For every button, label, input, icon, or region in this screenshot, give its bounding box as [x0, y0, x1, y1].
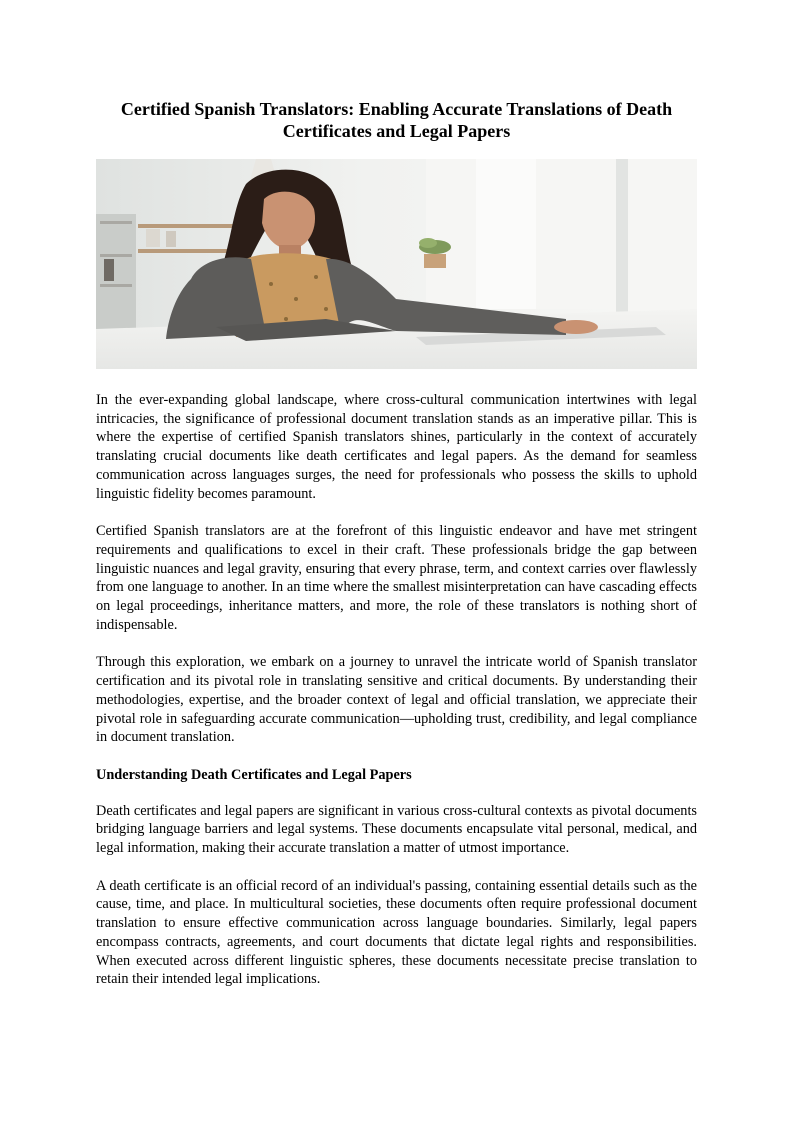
document-page	[96, 0, 697, 1008]
hero-image	[96, 159, 697, 369]
section-paragraph-2: A death certificate is an official record of an individual's passing, containing essential details such as the cause, time, and place. In multicultural societies, these documents often require professional document translation to ensure effective communication across language boundaries. Similarly, legal papers encompass contracts, agreements, and court documents that dictate legal rights and responsibilities. When executed across different linguistic spheres, these documents necessitate precise translation to retain their intended legal implications.	[96, 877, 697, 988]
section-paragraph-1: Death certificates and legal papers are significant in various cross-cultural contexts as pivotal documents bridging language barriers and legal systems. These documents encapsulate vital personal, medical, and legal information, making their accurate translation a matter of utmost importance.	[96, 802, 697, 857]
document-title: Certified Spanish Translators: Enabling Accurate Translations of Death Certificates and Legal Papers	[120, 99, 673, 141]
intro-paragraph-2: Certified Spanish translators are at the forefront of this linguistic endeavor and have met stringent requirements and qualifications to excel in their craft. These professionals bridge the gap between linguistic nuances and legal gravity, ensuring that every phrase, term, and context carries over flawlessly from one language to another. In an time where the smallest misinterpretation can have cascading effects on legal proceedings, inheritance matters, and more, the role of these translators is nothing short of indispensable.	[96, 523, 697, 633]
document-body	[96, 391, 697, 989]
photo-woman-at-laptop-icon	[96, 159, 697, 369]
section-heading: Understanding Death Certificates and Legal Papers	[96, 766, 412, 783]
intro-paragraph-1: In the ever-expanding global landscape, where cross-cultural communication intertwines with legal intricacies, the significance of professional document translation stands as an imperative pillar. This is where the expertise of certified Spanish translators shines, particularly in the context of accurately translating crucial documents like death certificates and legal papers. As the demand for seamless communication across languages surges, the need for professionals who possess the skills to uphold linguistic fidelity becomes paramount.	[96, 392, 697, 502]
intro-paragraph-3: Through this exploration, we embark on a journey to unravel the intricate world of Spanish translator certification and its pivotal role in translating sensitive and critical documents. By understanding their methodologies, expertise, and the broader context of legal and official translation, we appreciate their pivotal role in safeguarding accurate communication—upholding trust, credibility, and legal compliance in document translation.	[96, 654, 697, 746]
